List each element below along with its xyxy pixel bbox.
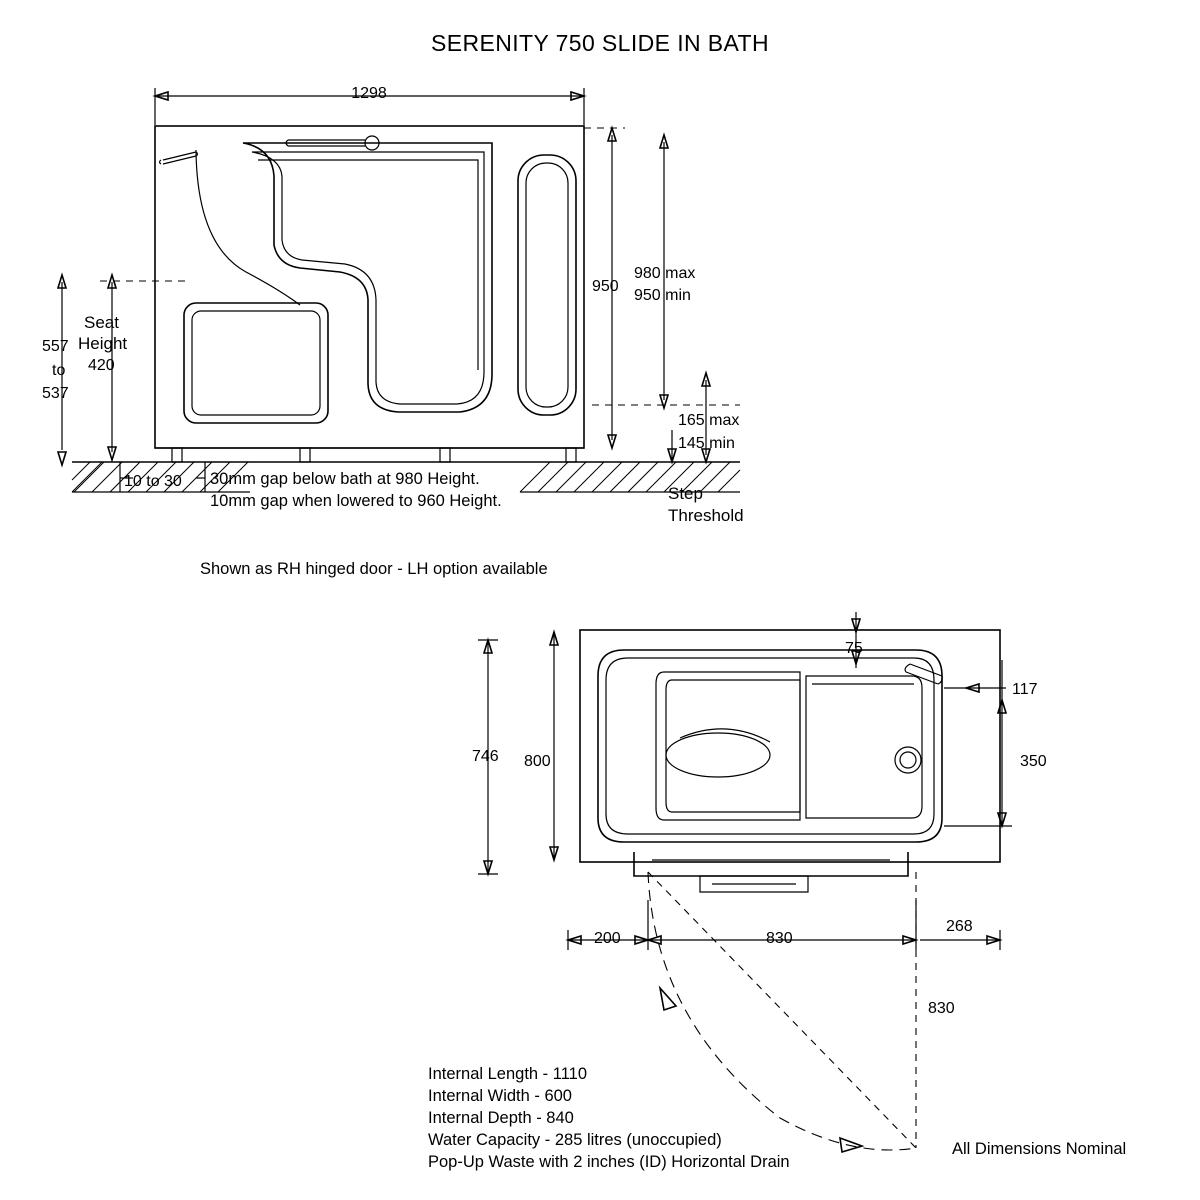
note-gap-line1: 30mm gap below bath at 980 Height. xyxy=(210,470,480,488)
dim-seat-range-mid: to xyxy=(52,362,66,379)
dim-746: 746 xyxy=(472,748,499,765)
dim-seat-range-bottom: 537 xyxy=(42,385,69,402)
dim-830-width: 830 xyxy=(766,930,793,947)
dim-overall-width: 1298 xyxy=(351,85,387,102)
spec-item: Pop-Up Waste with 2 inches (ID) Horizontal Drain xyxy=(428,1153,790,1171)
dim-800: 800 xyxy=(524,753,551,770)
specs-list xyxy=(428,1063,790,1173)
spec-item: Internal Depth - 840 xyxy=(428,1109,574,1127)
dim-seat-height: 420 xyxy=(88,357,115,374)
spec-item: Water Capacity - 285 litres (unoccupied) xyxy=(428,1131,722,1149)
dim-seat-range-top: 557 xyxy=(42,338,69,355)
dim-268: 268 xyxy=(946,918,973,935)
dim-117: 117 xyxy=(1012,681,1038,698)
label-seat-line1: Seat xyxy=(84,313,119,332)
dim-height-max: 980 max xyxy=(634,265,696,282)
dim-830-swing: 830 xyxy=(928,1000,955,1017)
dim-200: 200 xyxy=(594,930,621,947)
spec-item: Internal Length - 1110 xyxy=(428,1065,588,1083)
footer-note: All Dimensions Nominal xyxy=(952,1140,1127,1158)
dim-height-950: 950 xyxy=(592,278,619,295)
note-gap-line2: 10mm gap when lowered to 960 Height. xyxy=(210,492,502,510)
dim-threshold-max: 165 max xyxy=(678,412,740,429)
dim-height-min: 950 min xyxy=(634,287,691,304)
dimension-800 xyxy=(550,632,558,860)
dim-75: 75 xyxy=(845,640,863,657)
label-step-line1: Step xyxy=(668,484,703,503)
label-step-line2: Threshold xyxy=(668,506,744,525)
dim-350: 350 xyxy=(1020,753,1047,770)
dim-foot-adjust: 10 to 30 xyxy=(124,473,182,490)
label-seat-line2: Height xyxy=(78,334,128,353)
note-door-option: Shown as RH hinged door - LH option available xyxy=(200,560,548,578)
page-title: SERENITY 750 SLIDE IN BATH xyxy=(430,30,770,56)
dim-threshold-min: 145 min xyxy=(678,435,735,452)
spec-item: Internal Width - 600 xyxy=(428,1087,572,1105)
floor-hatch-right xyxy=(520,462,740,492)
